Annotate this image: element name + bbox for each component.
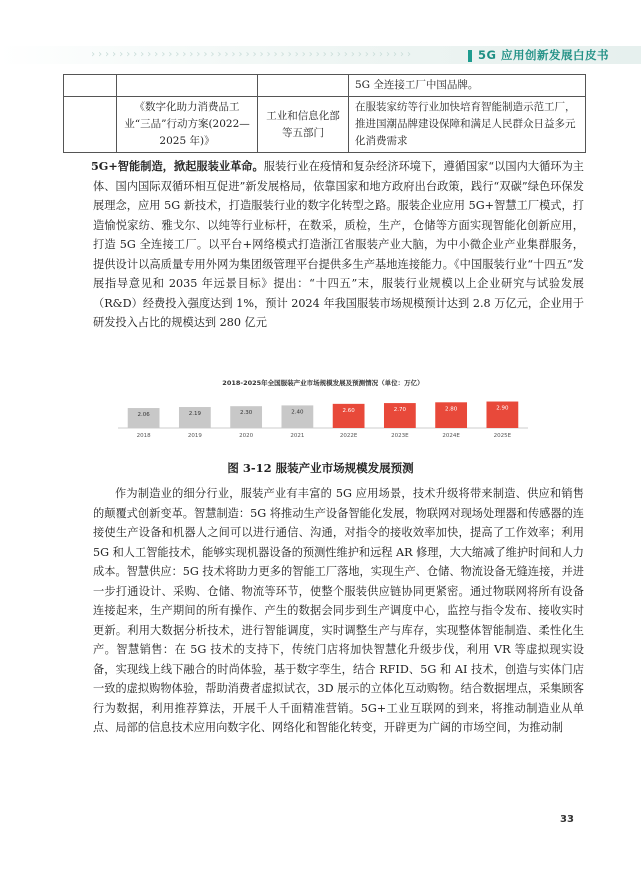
bar-value-label: 2.80 — [445, 406, 458, 413]
table-cell-content: 在服装家纺等行业加快培育智能制造示范工厂，推进国潮品牌建设保障和满足人民群众日益多元化消费需求 — [349, 97, 586, 153]
paragraph-text: 作为制造业的细分行业，服装产业有丰富的 5G 应用场景，技术升级将带来制造、供应和销售的颠覆式创新变革。智慧制造：5G 将推动生产设备智能化发展，物联网对现场处理器和传感器的连接使生产设备和机器人之间可以进行通信、沟通，对指令的接收效率加快，提高了工作效率；利用 5G 和人工智能技术，能够实现机器设备的预测性维护和远程 AR 修理，大大缩减了维护时间和人力成本。智慧供应：5G 技术将助力更多的智能工厂落地，实现生产、仓储、物流设备无缝连接，并进一步打通设计、采购、仓储、物流等环节，使整个服装供应链协同更紧密。通过物联网将所有设备连接起来，生产期间的所有操作、产生的数据会同步到生产调度中心，监控与指令发布、接收实时更新。利用大数据分析技术，进行智能调度，实时调整生产与库存，实现整体智能制造、柔性化生产。智慧销售：在 5G 技术的支持下，传统门店将加快智慧化升级步伐，利用 VR 等虚拟现实设备，实现线上线下融合的时尚体验，基于数字孪生，结合 RFID、5G 和 AI 技术，创造与实体门店一致的虚拟购物体验，帮助消费者虚拟试衣，3D 展示的立体化互动购物。结合数据埋点，采集顾客行为数据，利用推荐算法，开展千人千面精准营销。5G+工业互联网的到来，将推动制造业从单点、局部的信息技术应用向数字化、网络化和智能化转变，开辟更为广阔的市场空间，为推动制 — [93, 487, 584, 734]
table-cell-dept: 工业和信息化部等五部门 — [258, 97, 349, 153]
x-tick-label: 2023E — [391, 433, 409, 439]
bar-value-label: 2.30 — [240, 410, 253, 417]
bar-chart-svg — [118, 388, 528, 442]
bar-value-label: 2.90 — [496, 405, 509, 412]
x-tick-label: 2022E — [339, 433, 358, 439]
paragraph-lead: 5G+智能制造，掀起服装业革命。 — [91, 159, 264, 173]
table-cell-dept — [258, 75, 349, 97]
x-tick-label: 2018 — [136, 433, 151, 439]
table-cell-policy — [117, 75, 258, 97]
table-row — [64, 75, 586, 97]
policy-table — [63, 74, 586, 153]
bar-value-label: 2.70 — [393, 407, 406, 414]
x-tick-label: 2025E — [493, 433, 512, 439]
paragraph-text: 服装行业在疫情和复杂经济环境下，遵循国家“以国内大循环为主体、国内国际双循环相互促进”新发展格局，依靠国家和地方政府出台政策，践行“双碳”绿色环保发展理念，应用 5G 新技术，打造服装行业的数字化转型之路。服装企业应用 5G+智慧工厂模式，打造愉悦家纺、雅戈尔、以纯等行业标杆，在数采，质检，生产，仓储等方面实现智能化创新应用，打造 5G 全连接工厂。以平台+网络模式打造浙江省服装产业大脑，为中小微企业产业集群服务，提供设计以高质量专用外网为集团级管理平台提供多生产基地连接能力。《中国服装行业“十四五”发展指导意见和 2035 年远景目标》提出：“十四五”末，服装行业规模以上企业研究与试验发展（R&D）经费投入强度达到 1%，预计 2024 年我国服装市场规模预计达到 2.8 万亿元，企业用于研发投入占比的规模达到 280 亿元 — [93, 160, 584, 329]
body-paragraph — [93, 157, 584, 333]
market-size-chart — [118, 378, 528, 442]
x-tick-label: 2024E — [442, 433, 460, 439]
page-number: 33 — [560, 814, 574, 825]
table-cell-content: 5G 全连接工厂中国品牌。 — [349, 75, 586, 97]
x-tick-label: 2019 — [187, 433, 202, 439]
bar-value-label: 2.19 — [188, 411, 201, 418]
table-cell-policy: 《数字化助力消费品工业“三品”行动方案(2022—2025 年)》 — [117, 97, 258, 153]
header-accent-bar — [468, 50, 472, 62]
chart-title: 2018-2025年全国服装产业市场规模发展及预测情况（单位：万亿） — [222, 379, 424, 387]
table-row — [64, 97, 586, 153]
x-tick-label: 2020 — [239, 433, 254, 439]
bar-value-label: 2.40 — [291, 409, 304, 416]
bar-value-label: 2.06 — [137, 412, 150, 419]
body-paragraph — [93, 484, 584, 738]
header-arrow-decoration: ›››››››››››››››››››››››››››››››››››››››››››››› — [90, 49, 413, 60]
bar-value-label: 2.60 — [342, 407, 355, 414]
figure-caption: 图 3-12 服装产业市场规模发展预测 — [227, 461, 414, 475]
table-cell-num — [64, 75, 117, 97]
header-title: 5G 应用创新发展白皮书 — [478, 48, 609, 62]
table-cell-num — [64, 97, 117, 153]
x-tick-label: 2021 — [290, 433, 305, 439]
